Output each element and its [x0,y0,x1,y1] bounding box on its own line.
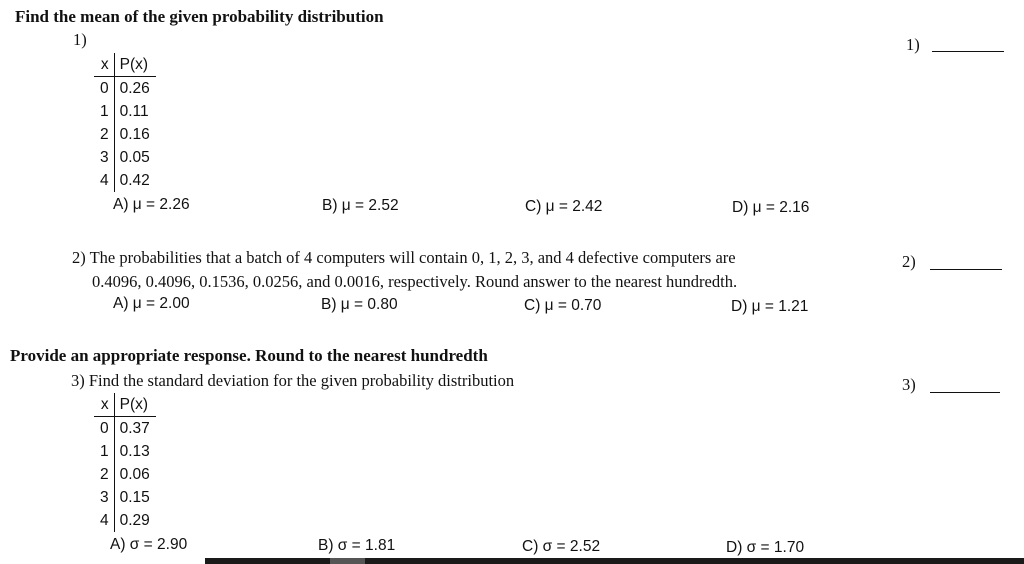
x-column-header: x [94,53,114,77]
answer-1-label: 1) [906,35,920,54]
answer-2-blank[interactable] [930,269,1002,270]
answer-2-label: 2) [902,252,916,271]
question-2-text-line-2: 0.4096, 0.4096, 0.1536, 0.0256, and 0.0016, respectively. Round answer to the nearest hundredth. [92,272,738,291]
question-3-distribution-table [94,393,156,532]
question-3-choice-d: D) σ = 1.70 [726,539,805,556]
question-1-choice-d: D) μ = 2.16 [732,199,810,216]
probability-value: 0.42 [119,172,150,189]
bottom-scan-bar [205,558,1024,564]
table-row [94,123,156,146]
table-row [94,486,156,509]
px-column-header: P(x) [114,53,156,77]
x-value: 2 [94,123,114,146]
x-value: 2 [94,463,114,486]
question-1-choice-a: A) μ = 2.26 [113,196,190,213]
question-3-choice-a: A) σ = 2.90 [110,536,188,553]
x-value: 4 [94,509,114,532]
table-row [94,509,156,532]
probability-value: 0.26 [119,80,150,97]
answer-3-label: 3) [902,375,916,394]
probability-value: 0.06 [119,466,150,483]
table-header-row [94,53,156,77]
x-value: 0 [94,77,114,101]
probability-value: 0.11 [119,103,149,120]
x-value: 3 [94,486,114,509]
section-heading-response: Provide an appropriate response. Round to the nearest hundredth [10,346,488,365]
table-header-row [94,393,156,417]
probability-value: 0.13 [119,443,150,460]
question-3-choice-c: C) σ = 2.52 [522,538,601,555]
question-3-choice-b: B) σ = 1.81 [318,537,396,554]
probability-value: 0.05 [119,149,150,166]
question-3-prompt: 3) Find the standard deviation for the given probability distribution [71,371,515,390]
table-row [94,77,156,101]
question-1-choice-c: C) μ = 2.42 [525,198,603,215]
question-2-text-line-1: 2) The probabilities that a batch of 4 computers will contain 0, 1, 2, 3, and 4 defective computers are [72,248,736,267]
x-value: 4 [94,169,114,192]
probability-value: 0.37 [119,420,150,437]
question-1-number: 1) [73,30,87,49]
x-value: 3 [94,146,114,169]
answer-3-blank[interactable] [930,392,1000,393]
x-value: 1 [94,440,114,463]
question-1-distribution-table [94,53,156,192]
section-heading-mean: Find the mean of the given probability distribution [15,7,384,26]
probability-value: 0.16 [119,126,150,143]
bottom-scan-bar-segment [330,558,365,564]
table-row [94,463,156,486]
question-2-choice-b: B) μ = 0.80 [321,296,398,313]
table-row [94,146,156,169]
x-value: 1 [94,100,114,123]
question-1-choice-b: B) μ = 2.52 [322,197,399,214]
answer-1-blank[interactable] [932,51,1004,52]
probability-value: 0.15 [119,489,150,506]
table-row [94,100,156,123]
question-2-choice-c: C) μ = 0.70 [524,297,602,314]
x-column-header: x [94,393,114,417]
probability-value: 0.29 [119,512,150,529]
table-row [94,417,156,441]
px-column-header: P(x) [114,393,156,417]
question-2-choice-d: D) μ = 1.21 [731,298,809,315]
question-2-choice-a: A) μ = 2.00 [113,295,190,312]
table-row [94,440,156,463]
x-value: 0 [94,417,114,441]
table-row [94,169,156,192]
